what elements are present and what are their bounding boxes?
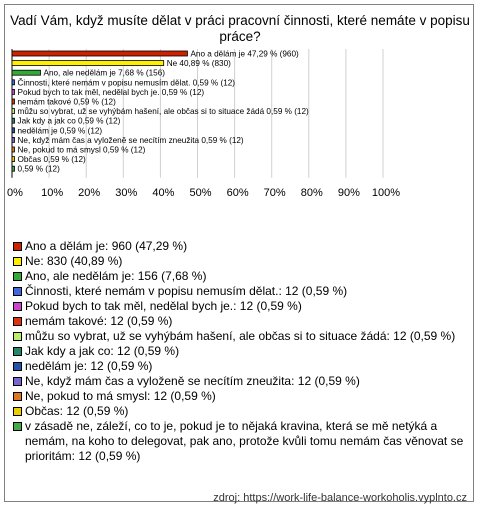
bar xyxy=(12,109,15,114)
legend-item xyxy=(13,344,471,359)
bar xyxy=(12,61,164,66)
legend-label: můžu so vybrat, už se vyhýbám hašení, ale občas si to situace žádá: 12 (0,59 %) xyxy=(25,329,456,343)
legend-swatch xyxy=(13,407,22,416)
legend-swatch xyxy=(13,347,22,356)
legend-label: Ne, když mám čas a vyloženě se necítím zneužita: 12 (0,59 %) xyxy=(25,374,360,388)
x-tick-label: 0% xyxy=(7,186,23,199)
x-tick-label: 20% xyxy=(78,186,101,199)
legend-swatch xyxy=(13,272,22,281)
legend-label: Ano, ale nedělám je: 156 (7,68 %) xyxy=(25,269,207,283)
bar xyxy=(12,80,15,85)
bar xyxy=(12,166,15,171)
legend-swatch xyxy=(13,332,22,341)
legend-label: Jak kdy a jak co: 12 (0,59 %) xyxy=(25,344,180,358)
legend xyxy=(13,239,471,464)
legend-label: Ne, pokud to má smysl: 12 (0,59 %) xyxy=(25,389,216,403)
x-tick-label: 70% xyxy=(263,186,286,199)
bar xyxy=(12,128,15,133)
bar-label: Občas 0,59 % (12) xyxy=(17,155,86,165)
legend-swatch xyxy=(13,377,22,386)
x-tick-label: 10% xyxy=(41,186,64,199)
x-tick-label: 100% xyxy=(371,186,401,199)
chart-title: Vadí Vám, když musíte dělat v práci pracovní činnosti, které nemáte v popisu práce? xyxy=(10,13,470,44)
legend-item xyxy=(13,389,471,404)
legend-item xyxy=(13,239,471,254)
bar-label: Ne 40,89 % (830) xyxy=(166,59,231,69)
legend-item xyxy=(13,269,471,284)
bar-label: nedělám je 0,59 % (12) xyxy=(17,126,103,136)
bar xyxy=(12,157,15,162)
legend-swatch xyxy=(13,362,22,371)
x-tick-label: 90% xyxy=(337,186,360,199)
legend-item xyxy=(13,359,471,374)
legend-swatch xyxy=(13,392,22,401)
bar xyxy=(12,99,15,104)
legend-label: Občas: 12 (0,59 %) xyxy=(25,404,129,418)
x-tick-label: 50% xyxy=(189,186,212,199)
legend-item xyxy=(13,329,471,344)
bar-label: Ne, pokud to má smysl 0,59 % (12) xyxy=(17,145,146,155)
bar xyxy=(12,147,15,152)
legend-label: Ano a dělám je: 960 (47,29 %) xyxy=(25,239,188,253)
bar-label: Ano a dělám je 47,29 % (960) xyxy=(190,49,299,59)
source-text: zdroj: https://work-life-balance-workoholis.vyplnto.cz xyxy=(213,492,467,504)
x-tick-label: 80% xyxy=(300,186,323,199)
legend-item xyxy=(13,419,471,464)
legend-item xyxy=(13,374,471,389)
legend-label: Činnosti, které nemám v popisu nemusím dělat.: 12 (0,59 %) xyxy=(25,284,348,298)
legend-label: nedělám je: 12 (0,59 %) xyxy=(25,359,153,373)
legend-item xyxy=(13,299,471,314)
legend-swatch xyxy=(13,317,22,326)
bar xyxy=(12,137,15,142)
bar-label: Pokud bych to tak měl, nedělal bych je. 0,59 % (12) xyxy=(17,87,205,97)
legend-label: Pokud bych to tak měl, nedělal bych je.: 12 (0,59 %) xyxy=(25,299,302,313)
legend-label: Ne: 830 (40,89 %) xyxy=(25,254,123,268)
legend-swatch xyxy=(13,242,22,251)
x-tick-label: 60% xyxy=(226,186,249,199)
bar xyxy=(12,118,15,123)
legend-item xyxy=(13,284,471,299)
legend-swatch xyxy=(13,302,22,311)
x-tick-label: 40% xyxy=(152,186,175,199)
bar xyxy=(12,89,15,94)
legend-item xyxy=(13,254,471,269)
legend-swatch xyxy=(13,287,22,296)
x-tick-label: 30% xyxy=(115,186,138,199)
bar-label: Ano, ale nedělám je 7,68 % (156) xyxy=(43,68,166,78)
bar-plot xyxy=(5,5,475,237)
bar-label: 0,59 % (12) xyxy=(17,164,60,174)
legend-item xyxy=(13,404,471,419)
chart-frame xyxy=(4,4,474,502)
bar-label: nemám takové 0,59 % (12) xyxy=(17,97,116,107)
legend-swatch xyxy=(13,257,22,266)
legend-label: v zásadě ne, záleží, co to je, pokud je to nějaká kravina, která se mě netýká a nemám, na koho to delegovat, pak ano, protože kvůli tomu nemám čas věnovat se prioritám: 12 (0,59 %) xyxy=(25,419,464,463)
legend-item xyxy=(13,314,471,329)
legend-label: nemám takové: 12 (0,59 %) xyxy=(25,314,173,328)
bar-label: můžu so vybrat, už se vyhýbám hašení, ale občas si to situace žádá 0,59 % (12) xyxy=(17,107,309,117)
bar xyxy=(12,51,187,56)
legend-swatch xyxy=(13,422,22,431)
bar xyxy=(12,70,40,75)
bar-label: Ne, když mám čas a vyloženě se necítím zneužita 0,59 % (12) xyxy=(17,135,244,145)
bar-label: Činnosti, které nemám v popisu nemusím dělat. 0,59 % (12) xyxy=(17,78,236,88)
bar-label: Jak kdy a jak co 0,59 % (12) xyxy=(17,116,121,126)
